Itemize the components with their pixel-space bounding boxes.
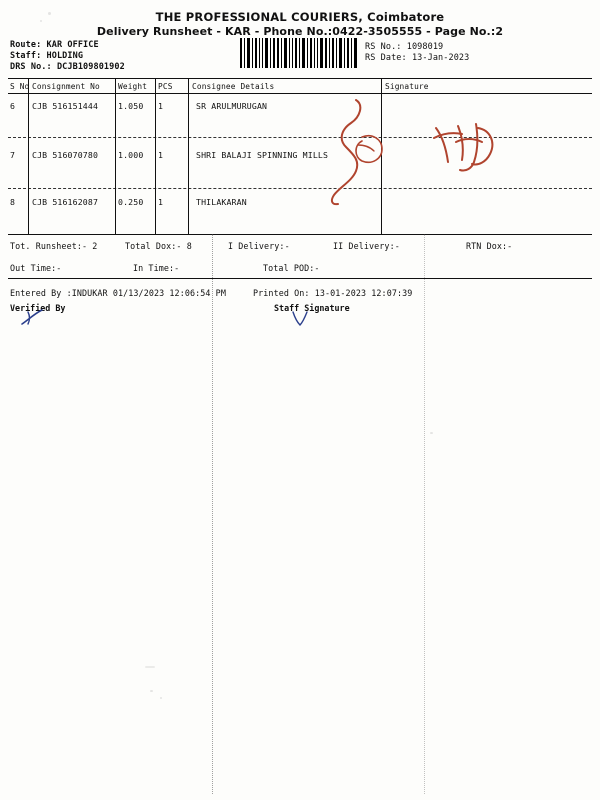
table-bottom-rule bbox=[8, 234, 592, 235]
page-fold-line-left bbox=[212, 234, 213, 794]
table-row: 8 bbox=[10, 197, 16, 207]
rs-date-label: RS Date: 13-Jan-2023 bbox=[365, 53, 470, 63]
table-row: 0.250 bbox=[118, 197, 144, 207]
table-row: 1.000 bbox=[118, 150, 144, 160]
totals-bottom-rule bbox=[8, 278, 592, 279]
printed-on: Printed On: 13-01-2023 12:07:39 bbox=[253, 288, 413, 298]
entered-by: Entered By :INDUKAR 01/13/2023 12:06:54 PM bbox=[10, 288, 226, 298]
table-row: 1 bbox=[158, 197, 164, 207]
table-row: SHRI BALAJI SPINNING MILLS bbox=[196, 150, 329, 160]
row-divider bbox=[8, 188, 592, 189]
route-label: Route: KAR OFFICE bbox=[10, 40, 99, 50]
staff-signature-label: Staff Signature bbox=[274, 303, 350, 313]
th-sno: S No bbox=[10, 82, 30, 91]
drs-no-label: DRS No.: DCJB109801902 bbox=[10, 62, 125, 72]
table-row: 1 bbox=[158, 150, 164, 160]
scan-speck bbox=[430, 432, 433, 434]
rs-no-label: RS No.: 1098019 bbox=[365, 42, 444, 52]
barcode bbox=[240, 38, 358, 68]
col-sep-consignee bbox=[188, 78, 189, 234]
col-sep-signature bbox=[381, 78, 382, 234]
table-header-rule bbox=[8, 93, 592, 94]
total-dox: Total Dox:- 8 bbox=[125, 241, 192, 251]
i-delivery: I Delivery:- bbox=[228, 241, 290, 251]
table-row: CJB 516162087 bbox=[32, 197, 99, 207]
table-top-rule bbox=[8, 78, 592, 79]
page-fold-line-right bbox=[424, 234, 425, 794]
in-time: In Time:- bbox=[133, 263, 180, 273]
total-runsheet: Tot. Runsheet:- 2 bbox=[10, 241, 98, 251]
out-time: Out Time:- bbox=[10, 263, 62, 273]
th-consignment-no: Consignment No bbox=[32, 82, 100, 91]
staff-label: Staff: HOLDING bbox=[10, 51, 84, 61]
table-row: CJB 516070780 bbox=[32, 150, 99, 160]
th-weight: Weight bbox=[118, 82, 148, 91]
row-divider bbox=[8, 137, 592, 138]
scan-speck bbox=[145, 666, 155, 668]
handwritten-signature-mark bbox=[320, 95, 400, 210]
th-consignee-details: Consignee Details bbox=[192, 82, 275, 91]
rtn-dox: RTN Dox:- bbox=[466, 241, 513, 251]
handwritten-initials-mark bbox=[432, 120, 502, 180]
table-row: CJB 516151444 bbox=[32, 101, 99, 111]
ii-delivery: II Delivery:- bbox=[333, 241, 400, 251]
col-sep-weight bbox=[115, 78, 116, 234]
col-sep-sno bbox=[28, 78, 29, 234]
table-row: 1.050 bbox=[118, 101, 144, 111]
scan-speck bbox=[150, 690, 153, 692]
total-pod: Total POD:- bbox=[263, 263, 320, 273]
table-row: 1 bbox=[158, 101, 164, 111]
document-subtitle: Delivery Runsheet - KAR - Phone No.:0422-3505555 - Page No.:2 bbox=[96, 25, 504, 38]
th-pcs: PCS bbox=[158, 82, 173, 91]
table-row: 7 bbox=[10, 150, 16, 160]
company-title: THE PROFESSIONAL COURIERS, Coimbatore bbox=[155, 10, 445, 24]
col-sep-pcs bbox=[155, 78, 156, 234]
scan-speck bbox=[160, 697, 162, 699]
table-row: THILAKARAN bbox=[196, 197, 247, 207]
table-row: SR ARULMURUGAN bbox=[196, 101, 268, 111]
th-signature: Signature bbox=[385, 82, 429, 91]
table-row: 6 bbox=[10, 101, 16, 111]
verified-by-label: Verified By bbox=[10, 303, 66, 313]
